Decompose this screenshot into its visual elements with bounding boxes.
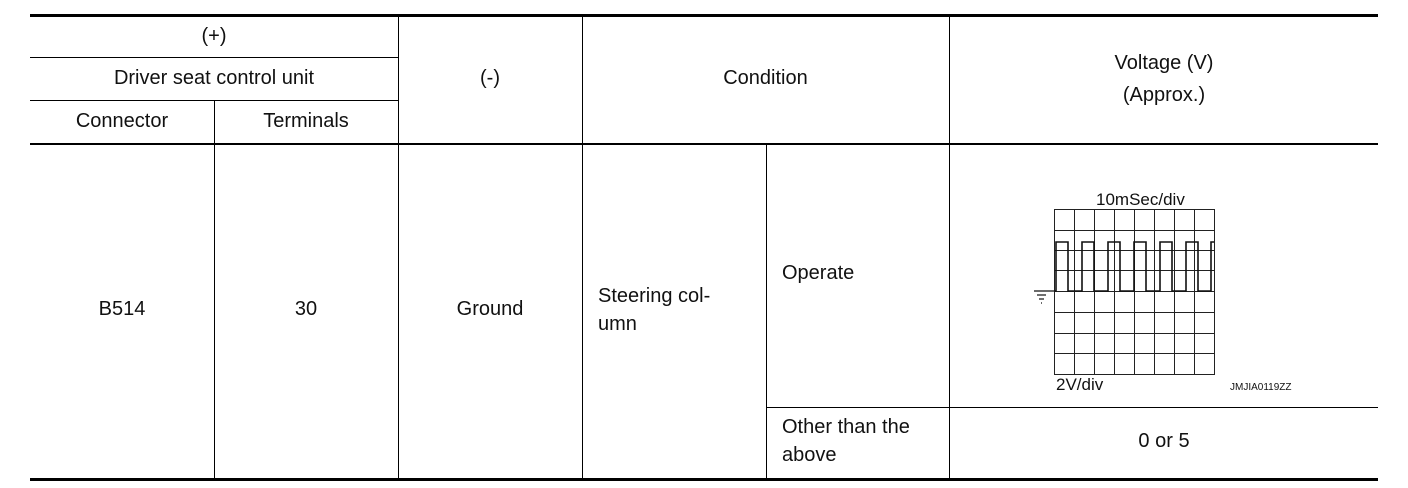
header-unit: Driver seat control unit [113, 67, 315, 89]
cell-ground: Ground [456, 298, 524, 320]
header-terminals: Terminals [263, 110, 349, 132]
header-minus: (-) [480, 67, 500, 89]
header-connector: Connector [75, 110, 169, 132]
cell-other-value: 0 or 5 [1138, 430, 1190, 452]
ground-icon [1034, 291, 1054, 303]
header-divider-plus [30, 57, 398, 58]
header-voltage-line1: Voltage (V) [1114, 52, 1214, 74]
header-voltage-line2: (Approx.) [1122, 84, 1206, 106]
cell-terminal: 30 [294, 298, 318, 320]
table-bottom-border [30, 478, 1378, 481]
header-bottom-border [30, 143, 1378, 145]
cell-connector: B514 [98, 298, 146, 320]
pulse-trace [1054, 242, 1214, 291]
time-div-label: 10mSec/div [1096, 190, 1185, 209]
waveform-figure [1030, 185, 1320, 400]
cell-operate: Operate [782, 262, 855, 284]
col-divider-connector [214, 100, 215, 479]
table-top-border [30, 14, 1378, 17]
header-plus: (+) [201, 25, 227, 47]
cell-item-line2: umn [598, 313, 637, 335]
row-divider-operate [766, 407, 1378, 408]
header-condition: Condition [723, 67, 808, 89]
cell-other-line1: Other than the [782, 416, 910, 438]
volt-div-label: 2V/div [1056, 375, 1104, 394]
cell-item-line1: Steering col- [598, 285, 711, 307]
cell-other-line2: above [782, 444, 837, 466]
col-divider-condition [766, 144, 767, 479]
oscilloscope-graphic [1030, 185, 1320, 400]
figure-ref-code: JMJIA0119ZZ [1230, 382, 1292, 393]
scope-grid [1055, 210, 1215, 375]
